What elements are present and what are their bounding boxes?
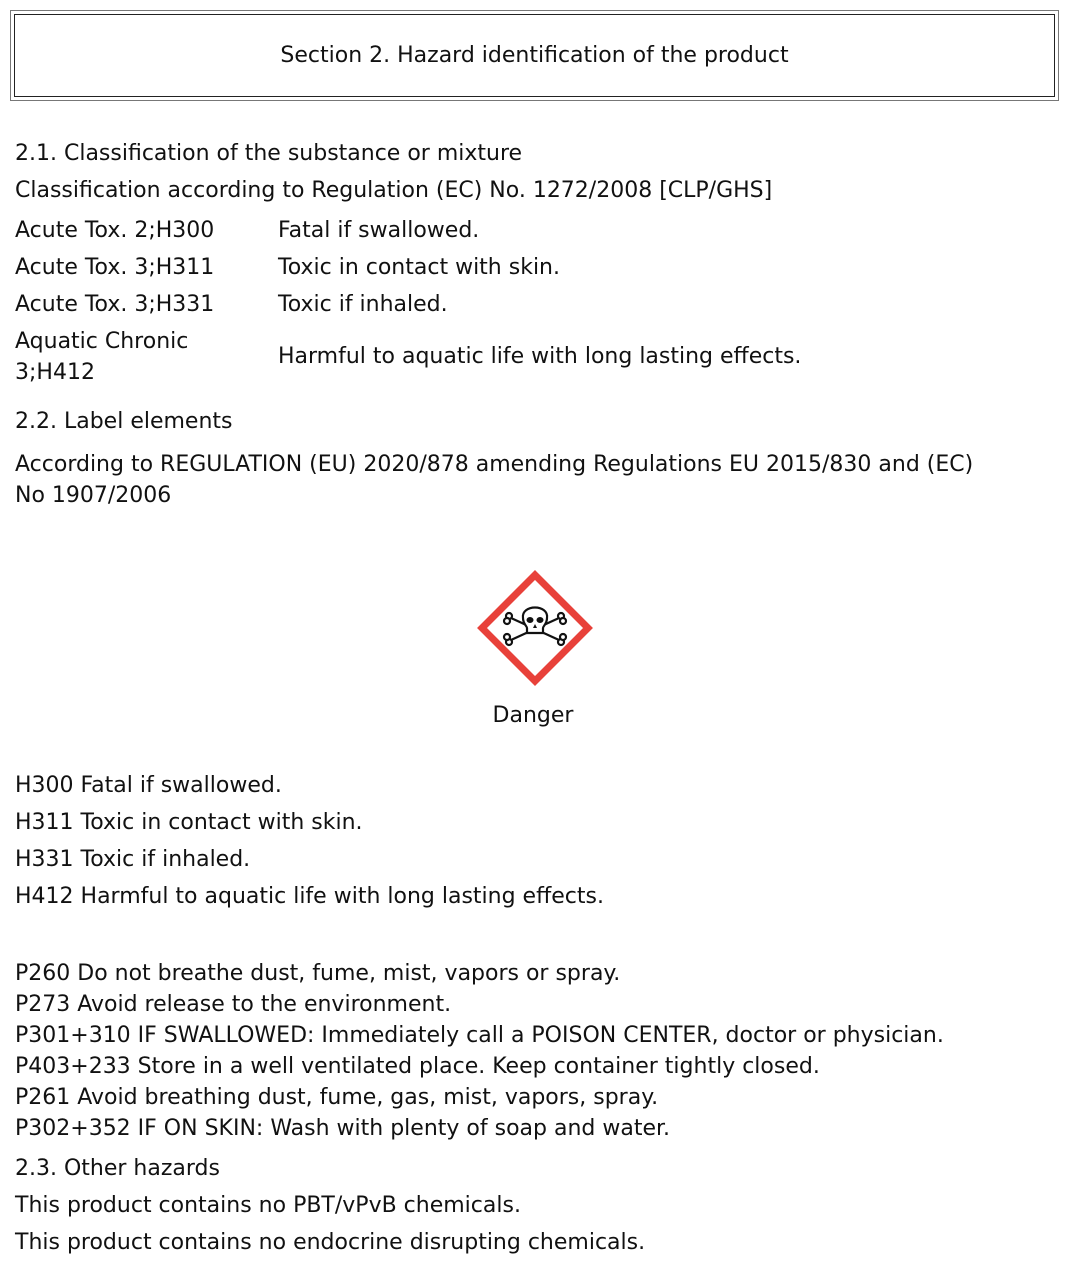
label-regulation: No 1907/2006 <box>15 483 172 508</box>
precautionary-statement: P273 Avoid release to the environment. <box>15 992 452 1017</box>
hazard-statement: H412 Harmful to aquatic life with long lasting effects. <box>15 884 604 909</box>
class-text: Toxic if inhaled. <box>278 292 448 317</box>
precautionary-statement: P302+352 IF ON SKIN: Wash with plenty of soap and water. <box>15 1116 671 1141</box>
classification-regulation: Classification according to Regulation (EC) No. 1272/2008 [CLP/GHS] <box>15 178 773 203</box>
skull-and-crossbones-icon <box>477 570 593 686</box>
section-title: Section 2. Hazard identification of the product <box>280 43 789 68</box>
classification-heading: 2.1. Classification of the substance or mixture <box>15 141 523 166</box>
label-regulation: According to REGULATION (EU) 2020/878 amending Regulations EU 2015/830 and (EC) <box>15 452 974 477</box>
class-text: Toxic in contact with skin. <box>278 255 560 280</box>
class-code: Acute Tox. 2;H300 <box>15 218 215 243</box>
section-header-inner <box>14 14 1055 97</box>
precautionary-statement: P403+233 Store in a well ventilated place. Keep container tightly closed. <box>15 1054 820 1079</box>
other-hazard-line: This product contains no PBT/vPvB chemicals. <box>15 1193 521 1218</box>
precautionary-statement: P260 Do not breathe dust, fume, mist, vapors or spray. <box>15 961 621 986</box>
class-code: Aquatic Chronic <box>15 329 189 354</box>
hazard-statement: H311 Toxic in contact with skin. <box>15 810 363 835</box>
class-code: Acute Tox. 3;H331 <box>15 292 215 317</box>
precautionary-statement: P301+310 IF SWALLOWED: Immediately call a POISON CENTER, doctor or physician. <box>15 1023 944 1048</box>
other-hazards-heading: 2.3. Other hazards <box>15 1156 220 1181</box>
hazard-statement: H331 Toxic if inhaled. <box>15 847 251 872</box>
label-elements-heading: 2.2. Label elements <box>15 409 233 434</box>
signal-word: Danger <box>492 703 574 728</box>
class-code: 3;H412 <box>15 360 95 385</box>
other-hazard-line: This product contains no endocrine disrupting chemicals. <box>15 1230 646 1255</box>
precautionary-statement: P261 Avoid breathing dust, fume, gas, mist, vapors, spray. <box>15 1085 659 1110</box>
class-text: Fatal if swallowed. <box>278 218 480 243</box>
hazard-statement: H300 Fatal if swallowed. <box>15 773 282 798</box>
section-header-box <box>10 10 1059 101</box>
class-code: Acute Tox. 3;H311 <box>15 255 215 280</box>
class-text: Harmful to aquatic life with long lasting effects. <box>278 344 802 369</box>
